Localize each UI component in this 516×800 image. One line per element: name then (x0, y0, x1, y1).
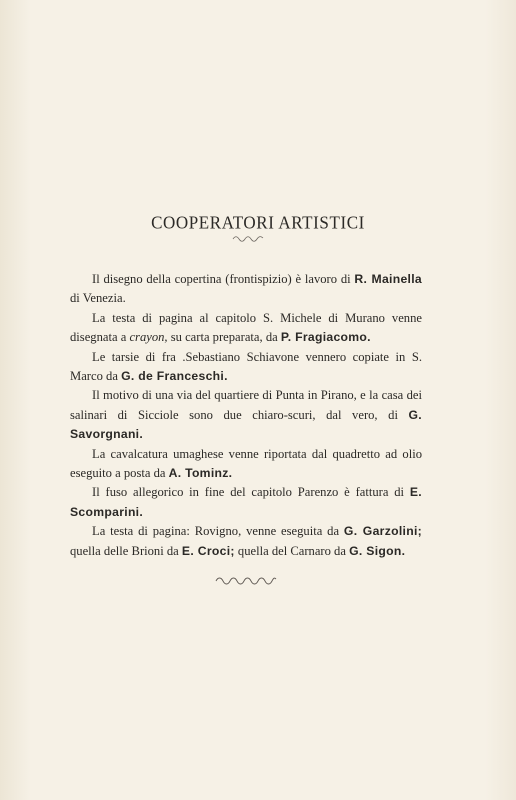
paragraph-text: La testa di pagina al capitolo S. Michele di Murano venne disegnata a (70, 310, 422, 345)
paragraph-text: Le tarsie di fra .Sebastiano Schiavone vennero copiate in S. Marco da (70, 349, 422, 384)
credit-paragraph (70, 270, 422, 309)
artist-name: G. Sigon. (349, 543, 406, 558)
paragraph-text: La testa di pagina: Rovigno, venne eseguita da (92, 524, 344, 539)
artist-name: E. Scomparini. (70, 485, 422, 519)
ornament-flourish-top (232, 234, 264, 242)
paragraph-text: La cavalcatura umaghese venne riportata dal quadretto ad olio eseguito a posta da (70, 446, 422, 481)
credit-paragraph (70, 386, 422, 444)
credit-paragraph (70, 522, 422, 561)
paragraph-text: su carta preparata, da (167, 330, 281, 345)
credit-paragraph (70, 445, 422, 484)
emphasized-term: crayon, (129, 330, 168, 345)
credit-paragraph (70, 309, 422, 348)
paragraph-text: di Venezia. (70, 291, 126, 306)
paragraph-text: Il fuso allegorico in fine del capitolo Parenzo è fattura di (92, 485, 410, 500)
artist-name: R. Mainella (354, 272, 422, 286)
paragraph-text: quella delle Brioni da (70, 543, 182, 558)
paragraph-text: quella del Carnaro da (234, 543, 350, 558)
artist-name: G. Garzolini; (343, 524, 422, 539)
page-title: COOPERATORI ARTISTICI (151, 212, 365, 234)
credits-text (70, 270, 422, 561)
artist-name: E. Croci; (181, 543, 235, 558)
paragraph-text: Il motivo di una via del quartiere di Punta in Pirano, e la casa dei salinari di Sicciole sono due chiaro-scuri, dal vero, di (70, 388, 422, 422)
artist-name: G. Savorgnani. (70, 407, 422, 442)
credit-paragraph (70, 348, 422, 387)
paragraph-text: Il disegno della copertina (frontispizio) è lavoro di (92, 272, 355, 286)
artist-name: P. Fragiacomo. (280, 330, 371, 345)
artist-name: A. Tominz. (168, 466, 233, 481)
credit-paragraph (70, 483, 422, 522)
artist-name: G. de Franceschi. (121, 369, 228, 384)
ornament-flourish-bottom (215, 575, 277, 585)
